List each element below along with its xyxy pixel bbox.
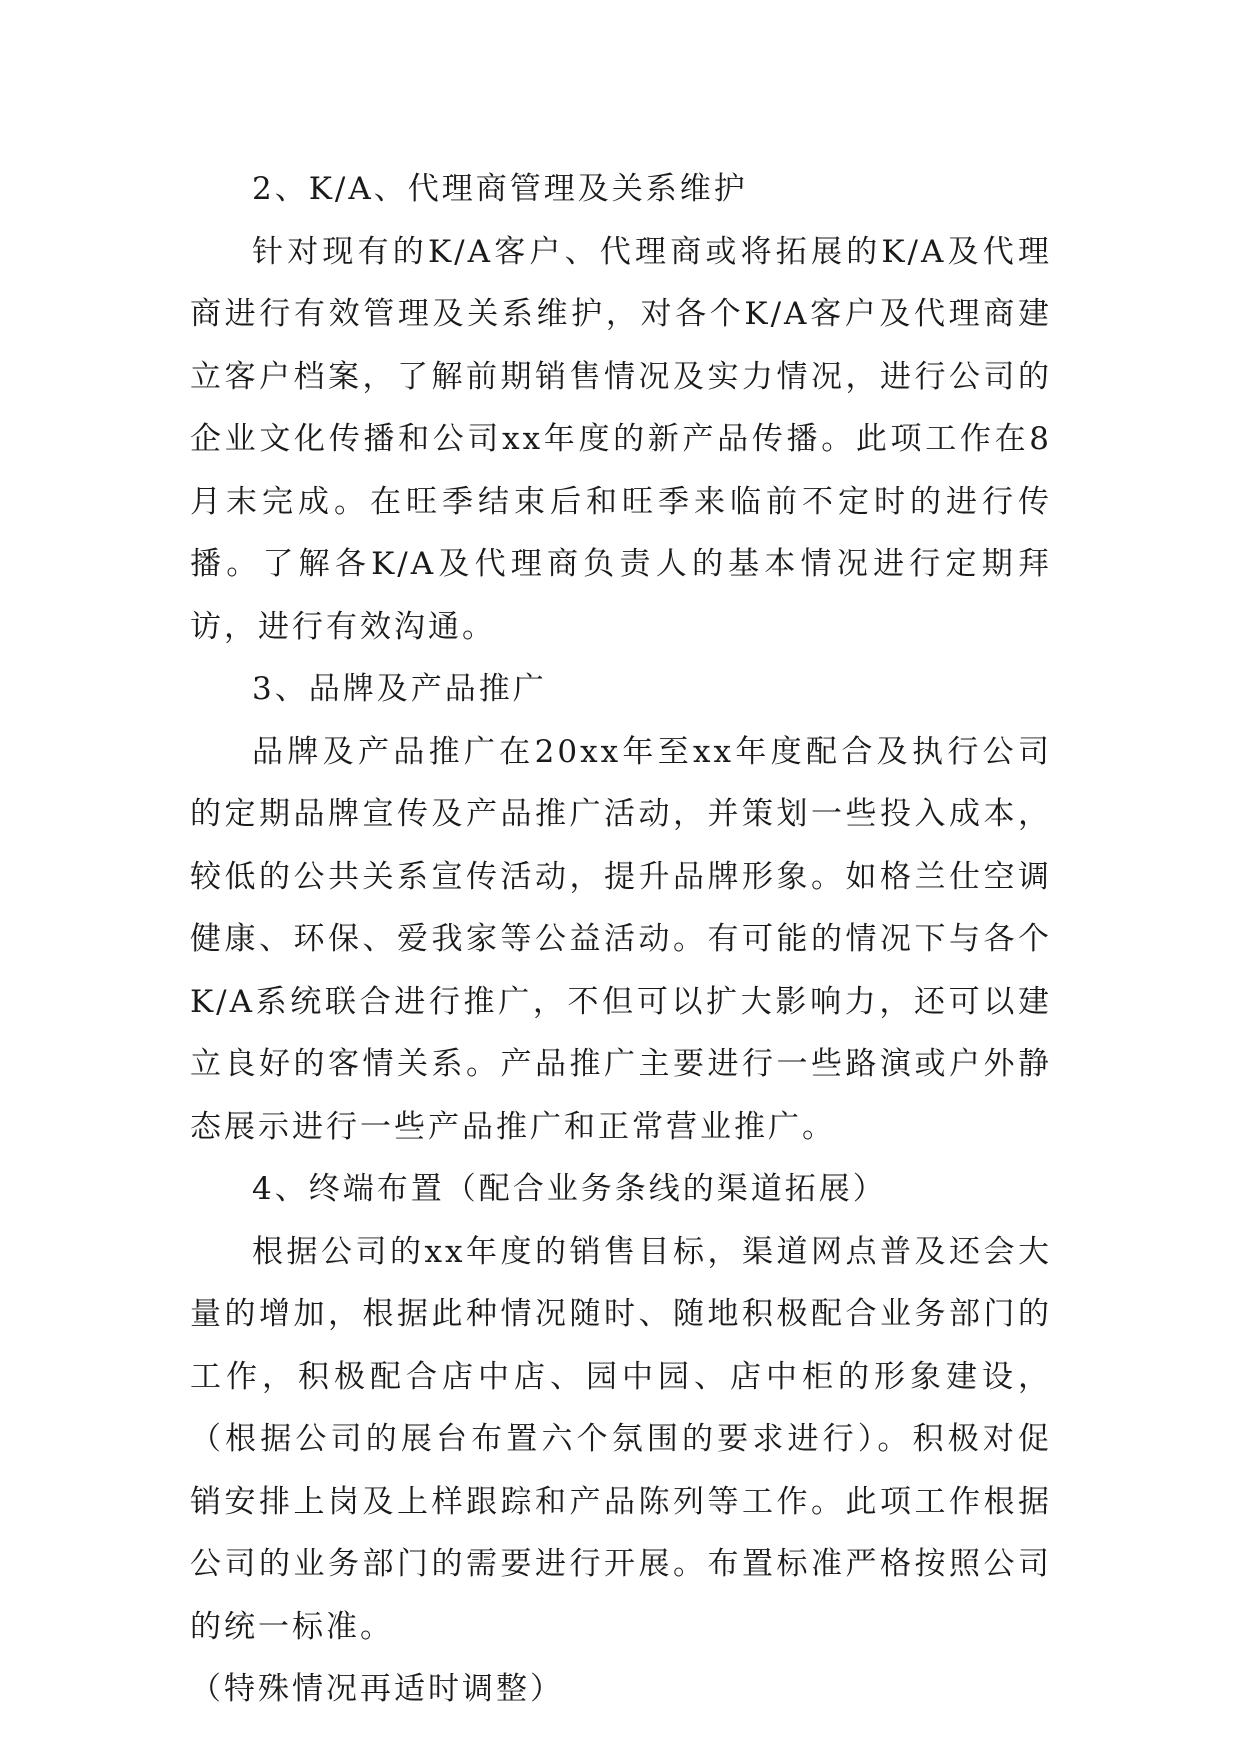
section-brand-promotion [190, 658, 1052, 1158]
section-paragraph: 针对现有的K/A客户、代理商或将拓展的K/A及代理商进行有效管理及关系维护，对各个K/A客户及代理商建立客户档案，了解前期销售情况及实力情况，进行公司的企业文化传播和公司xx年度的新产品传播。此项工作在8月末完成。在旺季结束后和旺季来临前不定时的进行传播。了解各K/A及代理商负责人的基本情况进行定期拜访，进行有效沟通。 [190, 233, 1052, 645]
section-ka-agent-management [190, 158, 1052, 658]
section-paragraph: 根据公司的xx年度的销售目标，渠道网点普及还会大量的增加，根据此种情况随时、随地积极配合业务部门的工作，积极配合店中店、园中园、店中柜的形象建设，（根据公司的展台布置六个氛围的要求进行）。积极对促销安排上岗及上样跟踪和产品陈列等工作。此项工作根据公司的业务部门的需要进行开展。布置标准严格按照公司的统一标准。 [190, 1233, 1052, 1645]
section-paragraph: 品牌及产品推广在20xx年至xx年度配合及执行公司的定期品牌宣传及产品推广活动，并策划一些投入成本，较低的公共关系宣传活动，提升品牌形象。如格兰仕空调健康、环保、爱我家等公益活动。有可能的情况下与各个K/A系统联合进行推广，不但可以扩大影响力，还可以建立良好的客情关系。产品推广主要进行一些路演或户外静态展示进行一些产品推广和正常营业推广。 [190, 733, 1052, 1145]
section-note: （特殊情况再适时调整） [190, 1671, 564, 1707]
section-terminal-layout [190, 1158, 1052, 1721]
section-heading: 3、品牌及产品推广 [252, 671, 547, 707]
section-heading: 2、K/A、代理商管理及关系维护 [252, 171, 748, 207]
section-heading: 4、终端布置（配合业务条线的渠道拓展） [252, 1171, 887, 1207]
document-page [190, 158, 1052, 1721]
